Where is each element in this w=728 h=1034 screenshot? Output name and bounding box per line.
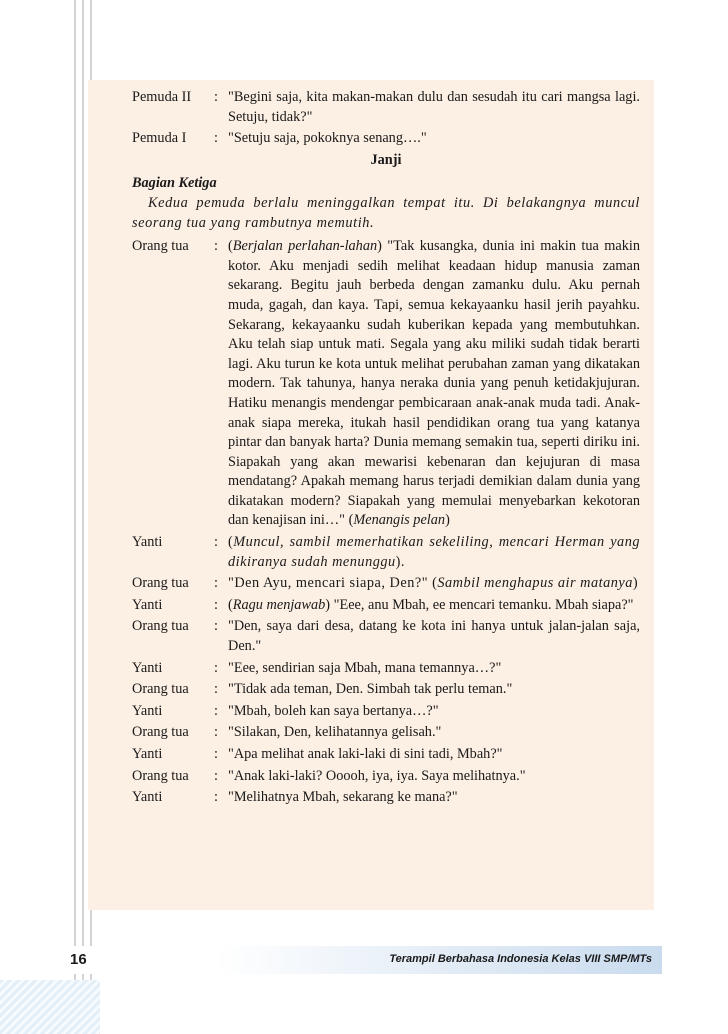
dialogue-text: "Silakan, Den, kelihatannya gelisah." bbox=[228, 724, 442, 741]
dialogue-line bbox=[132, 680, 640, 700]
stage-direction: Kedua pemuda berlalu meninggalkan tempat itu. Di belakangnya muncul seorang tua yang rambutnya memutih. bbox=[132, 194, 640, 231]
speaker: Orang tua bbox=[132, 767, 189, 784]
dialogue-text bbox=[228, 237, 640, 531]
dialogue-line bbox=[132, 702, 640, 722]
drama-script bbox=[132, 88, 640, 810]
colon: : bbox=[214, 659, 218, 676]
speaker: Pemuda II bbox=[132, 89, 192, 105]
text-part: ) "Eee, anu Mbah, ee mencari temanku. Mbah siapa?" bbox=[325, 596, 634, 613]
colon: : bbox=[214, 596, 218, 613]
dialogue-text bbox=[228, 574, 640, 594]
stage-direction-inline: Berjalan perlahan-lahan bbox=[232, 238, 378, 255]
colon: : bbox=[214, 130, 218, 147]
dialogue-text: "Mbah, boleh kan saya bertanya…?" bbox=[228, 702, 439, 719]
colon: : bbox=[214, 702, 218, 719]
colon: : bbox=[214, 746, 218, 762]
colon: : bbox=[214, 89, 218, 105]
speaker: Yanti bbox=[132, 746, 163, 762]
dialogue-line bbox=[132, 617, 640, 656]
text-part: ). bbox=[395, 553, 406, 570]
text-part: ) bbox=[632, 575, 639, 592]
text-part: ( bbox=[228, 238, 233, 255]
dialogue-line bbox=[132, 723, 640, 743]
dialogue-line bbox=[132, 129, 640, 149]
text-part: "Den Ayu, mencari siapa, Den?" ( bbox=[228, 575, 438, 592]
corner-pattern bbox=[0, 980, 100, 1034]
text-part: ) bbox=[445, 512, 450, 529]
dialogue-line bbox=[132, 88, 640, 127]
dialogue-line bbox=[132, 659, 640, 679]
stage-direction-inline: Muncul, sambil memerhatikan sekeliling, mencari Herman yang dikiranya sudah menunggu bbox=[228, 534, 640, 570]
colon: : bbox=[214, 724, 218, 741]
colon: : bbox=[214, 238, 218, 255]
dialogue-text: "Eee, sendirian saja Mbah, mana temannya…?" bbox=[228, 659, 502, 676]
colon: : bbox=[214, 534, 218, 551]
stage-direction-inline: Menangis pelan bbox=[353, 512, 446, 529]
dialogue-text: "Melihatnya Mbah, sekarang ke mana?" bbox=[228, 789, 458, 806]
speaker: Yanti bbox=[132, 659, 163, 676]
stage-direction-inline: Sambil menghapus air matanya bbox=[437, 575, 633, 592]
speaker: Orang tua bbox=[132, 724, 189, 741]
colon: : bbox=[214, 767, 218, 784]
dialogue-line bbox=[132, 596, 640, 616]
play-title: Janji bbox=[370, 151, 402, 168]
dialogue-text: "Den, saya dari desa, datang ke kota ini hanya untuk jalan-jalan saja, Den." bbox=[228, 618, 640, 655]
dialogue-line bbox=[132, 237, 640, 531]
speaker: Pemuda I bbox=[132, 130, 187, 147]
section-heading: Bagian Ketiga bbox=[132, 175, 217, 192]
dialogue-text bbox=[228, 533, 640, 572]
dialogue-line bbox=[132, 745, 640, 765]
stage-direction-inline: Ragu menjawab bbox=[232, 596, 326, 613]
dialogue-text bbox=[228, 596, 640, 616]
speaker: Yanti bbox=[132, 789, 163, 806]
dialogue-line bbox=[132, 533, 640, 572]
speaker: Orang tua bbox=[132, 238, 189, 255]
dialogue-text: "Setuju saja, pokoknya senang…." bbox=[228, 130, 427, 147]
dialogue-text: "Tidak ada teman, Den. Simbah tak perlu teman." bbox=[228, 681, 513, 698]
page-number: 16 bbox=[70, 951, 87, 968]
text-part: ) "Tak kusangka, dunia ini makin tua makin kotor. Aku menjadi sedih melihat keadaan hidup manusia zaman sekarang. Begitu jauh berbeda dengan zamanku dulu. Aku pernah muda, gagah, dan kaya. Tapi, semua kekayaanku hasil jerih payahku. Sekarang, kekayaanku sudah kuberikan kepada yang membutuhkan. Aku telah siap untuk mati. Segala yang aku miliki sudah tidak berarti lagi. Aku turun ke kota untuk melihat perubahan zaman yang dikatakan modern. Tak tahunya, hanya neraka dunia yang penuh ketidakjujuran. Hatiku menangis mendengar pembicaraan anak-anak muda tadi. Anak-anak siapa mereka, itukah hasil pendidikan orang tua yang katanya pintar dan banyak harta? Dunia memang semakin tua, seperti diriku ini. Siapakah yang akan mewarisi kebenaran dan kejujuran di masa mendatang? Apakah memang harus terjadi demikian dalam dunia yang dikatakan modern? Siapakah yang memulai menyebarkan kekotoran dan kenajisan ini…" ( bbox=[228, 238, 640, 529]
speaker: Orang tua bbox=[132, 575, 189, 592]
book-title: Terampil Berbahasa Indonesia Kelas VIII SMP/MTs bbox=[389, 953, 652, 965]
dialogue-text: "Apa melihat anak laki-laki di sini tadi, Mbah?" bbox=[228, 746, 503, 762]
dialogue-line bbox=[132, 574, 640, 594]
speaker: Yanti bbox=[132, 534, 163, 551]
speaker: Orang tua bbox=[132, 681, 189, 698]
speaker: Yanti bbox=[132, 702, 163, 719]
text-part: ( bbox=[228, 534, 234, 551]
speaker: Yanti bbox=[132, 596, 163, 613]
dialogue-line bbox=[132, 788, 640, 808]
text-part: ( bbox=[228, 596, 233, 613]
speaker: Orang tua bbox=[132, 618, 189, 635]
colon: : bbox=[214, 618, 218, 635]
dialogue-line bbox=[132, 767, 640, 787]
colon: : bbox=[214, 789, 218, 806]
dialogue-text: "Anak laki-laki? Ooooh, iya, iya. Saya melihatnya." bbox=[228, 767, 526, 784]
colon: : bbox=[214, 575, 218, 592]
colon: : bbox=[214, 681, 218, 698]
dialogue-text: "Begini saja, kita makan-makan dulu dan sesudah itu cari mangsa lagi. Setuju, tidak?" bbox=[228, 89, 640, 125]
